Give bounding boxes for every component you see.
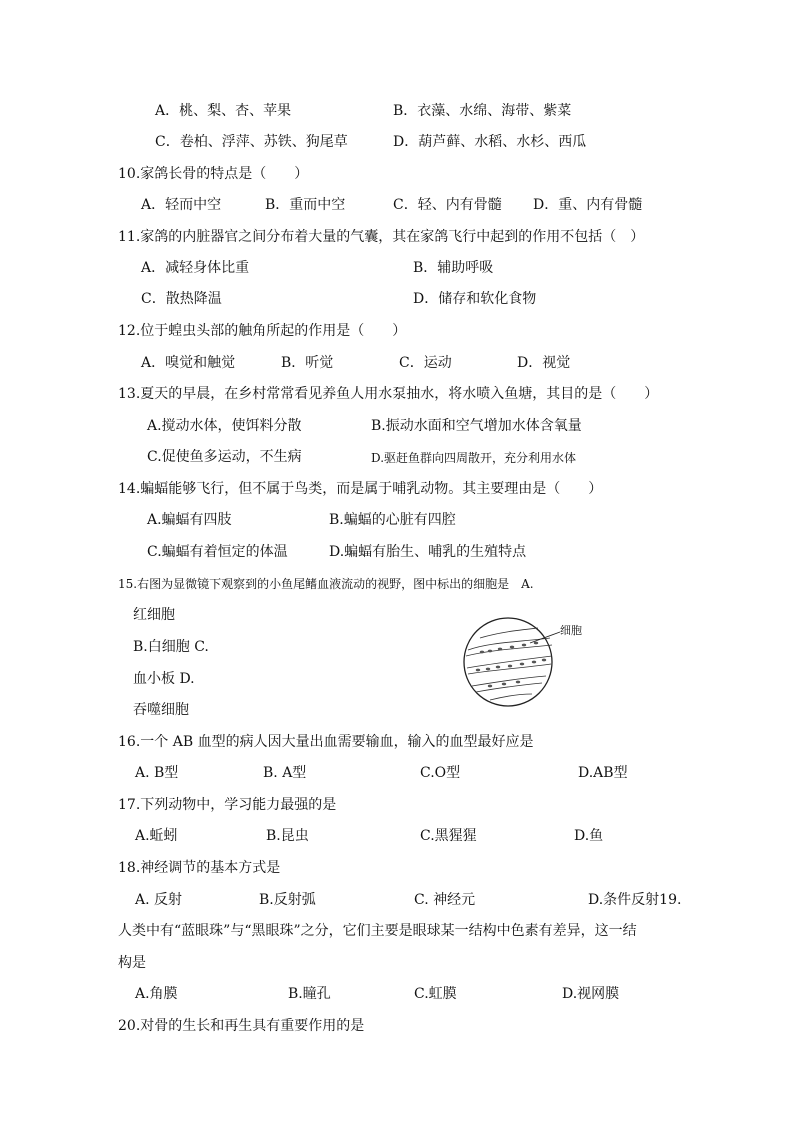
q12-option-a: A．嗅觉和触觉 bbox=[141, 355, 236, 371]
q15-stem: 15.右图为显微镜下观察到的小鱼尾鳍血液流动的视野，图中标出的细胞是 A. bbox=[118, 577, 534, 591]
q13-option-c: C.促使鱼多运动，不生病 bbox=[147, 449, 302, 465]
q9-option-c: C．卷柏、浮萍、苏铁、狗尾草 bbox=[155, 134, 348, 150]
q10-option-c: C．轻、内有骨髓 bbox=[393, 197, 502, 213]
q18-option-d: D.条件反射19. bbox=[588, 892, 682, 908]
q19-stem-line-1: 人类中有“蓝眼珠”与“黑眼珠”之分，它们主要是眼球某一结构中色素有差异，这一结 bbox=[118, 923, 637, 939]
figure-label-cell: 细胞 bbox=[560, 624, 582, 637]
q20-stem: 20.对骨的生长和再生具有重要作用的是 bbox=[118, 1018, 365, 1034]
q17-option-d: D.鱼 bbox=[574, 828, 604, 844]
q15-line-2: 红细胞 bbox=[133, 607, 175, 623]
q11-option-b: B．辅助呼吸 bbox=[413, 260, 494, 276]
q13-stem: 13.夏天的早晨，在乡村常常看见养鱼人用水泵抽水，将水喷入鱼塘，其目的是（ ） bbox=[118, 386, 659, 402]
q10-option-a: A．轻而中空 bbox=[141, 197, 222, 213]
q10-stem: 10.家鸽长骨的特点是（ ） bbox=[118, 166, 309, 182]
label-pointer-line bbox=[530, 632, 560, 643]
q11-option-d: D．储存和软化食物 bbox=[413, 291, 537, 307]
q12-option-c: C．运动 bbox=[399, 355, 452, 371]
q14-option-a: A.蝙蝠有四肢 bbox=[147, 512, 232, 528]
q14-stem: 14.蝙蝠能够飞行，但不属于鸟类，而是属于哺乳动物。其主要理由是（ ） bbox=[118, 481, 603, 497]
q18-option-c: C. 神经元 bbox=[414, 892, 476, 908]
q17-option-c: C.黑猩猩 bbox=[420, 828, 477, 844]
q12-stem: 12.位于蝗虫头部的触角所起的作用是（ ） bbox=[118, 323, 407, 339]
q19-option-a: A.角膜 bbox=[135, 986, 178, 1002]
q13-option-d: D.驱赶鱼群向四周散开，充分利用水体 bbox=[371, 451, 577, 465]
q15-line-4: 血小板 D. bbox=[133, 671, 195, 687]
q14-option-c: C.蝙蝠有着恒定的体温 bbox=[147, 544, 288, 560]
q14-option-d: D.蝙蝠有胎生、哺乳的生殖特点 bbox=[329, 544, 527, 560]
q10-option-b: B．重而中空 bbox=[265, 197, 346, 213]
q16-option-d: D.AB型 bbox=[578, 765, 628, 781]
q9-option-a: A．桃、梨、杏、苹果 bbox=[155, 103, 292, 119]
q17-option-b: B.昆虫 bbox=[266, 828, 309, 844]
q12-option-b: B．听觉 bbox=[281, 355, 334, 371]
q18-option-a: A. 反射 bbox=[135, 892, 183, 908]
q18-option-b: B.反射弧 bbox=[259, 892, 316, 908]
q19-option-b: B.瞳孔 bbox=[288, 986, 331, 1002]
q19-option-d: D.视网膜 bbox=[562, 986, 620, 1002]
q9-option-d: D．葫芦藓、水稻、水杉、西瓜 bbox=[393, 134, 587, 150]
q12-option-d: D．视觉 bbox=[517, 355, 571, 371]
q19-option-c: C.虹膜 bbox=[414, 986, 457, 1002]
q13-option-b: B.振动水面和空气增加水体含氧量 bbox=[371, 418, 582, 434]
q17-stem: 17.下列动物中，学习能力最强的是 bbox=[118, 797, 337, 813]
q10-option-d: D．重、内有骨髓 bbox=[533, 197, 643, 213]
q16-stem: 16.一个 AB 血型的病人因大量出血需要输血，输入的血型最好应是 bbox=[118, 734, 534, 750]
blood-vessels bbox=[466, 628, 552, 700]
q11-option-a: A．减轻身体比重 bbox=[141, 260, 250, 276]
q16-option-a: A. B型 bbox=[135, 765, 179, 781]
q16-option-b: B. A型 bbox=[263, 765, 307, 781]
q18-stem: 18.神经调节的基本方式是 bbox=[118, 860, 281, 876]
microscope-view-figure bbox=[460, 612, 600, 712]
q13-option-a: A.搅动水体，使饵料分散 bbox=[147, 418, 302, 434]
q17-option-a: A.蚯蚓 bbox=[135, 828, 178, 844]
q15-line-5: 吞噬细胞 bbox=[133, 702, 189, 718]
q11-option-c: C．散热降温 bbox=[141, 291, 222, 307]
q16-option-c: C.O型 bbox=[420, 765, 461, 781]
q11-stem: 11.家鸽的内脏器官之间分布着大量的气囊，其在家鸽飞行中起到的作用不包括（ ） bbox=[118, 229, 645, 245]
q19-stem-line-2: 构是 bbox=[118, 955, 146, 971]
q14-option-b: B.蝙蝠的心脏有四腔 bbox=[329, 512, 456, 528]
q9-option-b: B．衣藻、水绵、海带、紫菜 bbox=[393, 103, 572, 119]
q15-line-3: B.白细胞 C. bbox=[133, 639, 209, 655]
